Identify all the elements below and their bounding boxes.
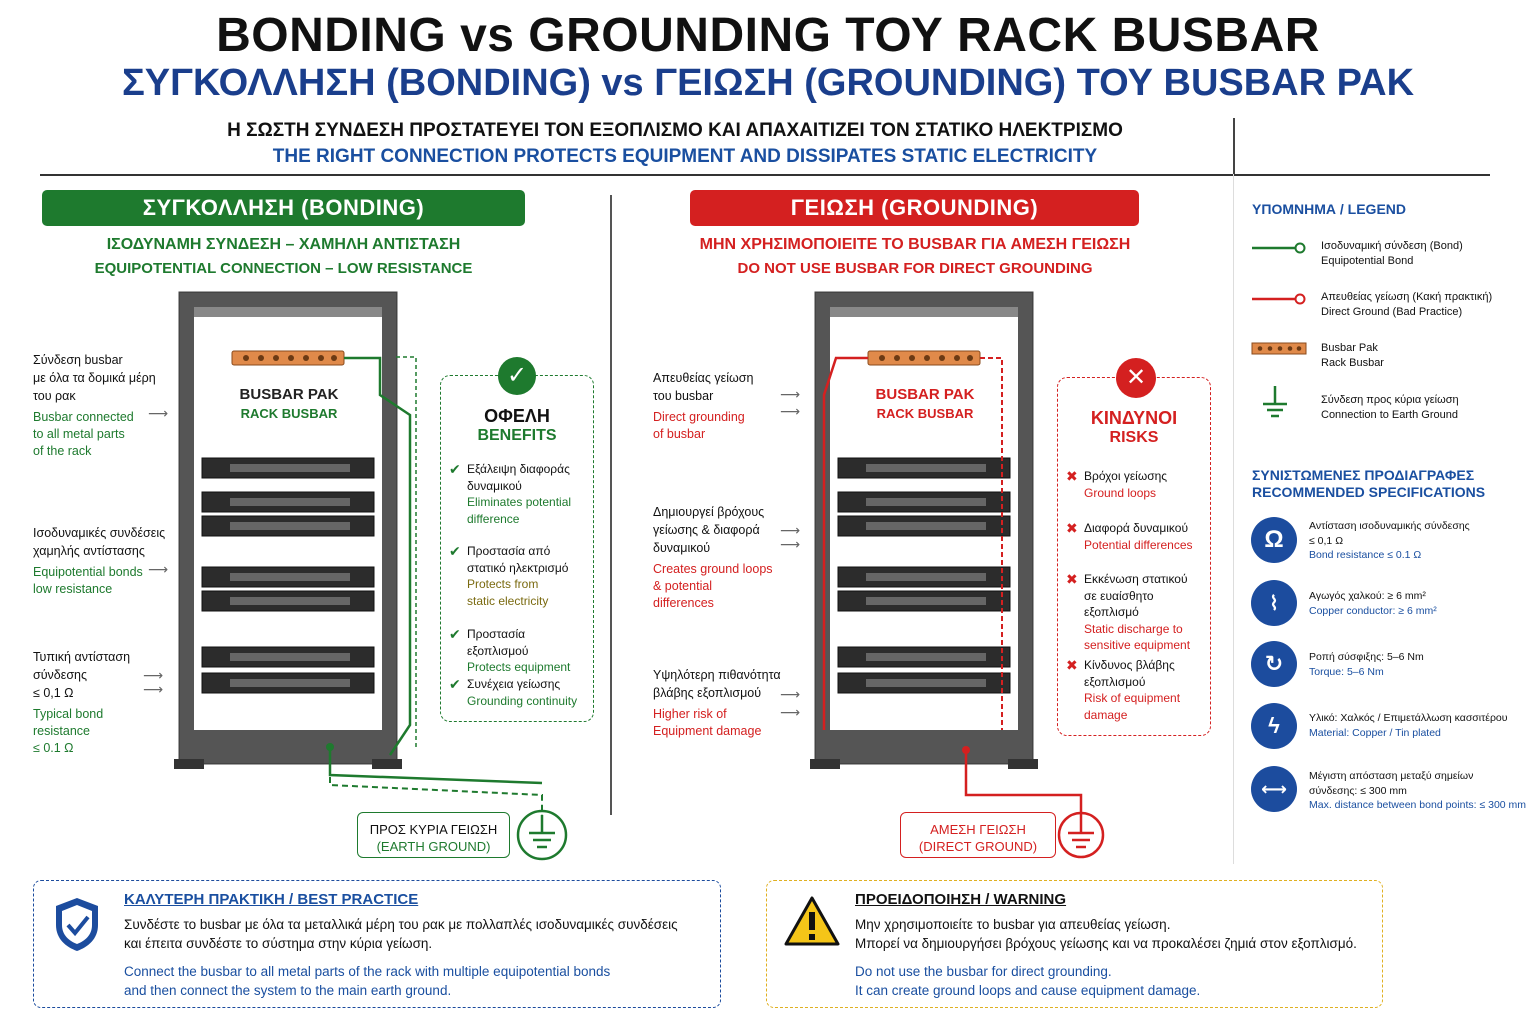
spec-text: Max. distance between bond points: ≤ 300 mm [1309,799,1527,811]
subtitle-english: THE RIGHT CONNECTION PROTECTS EQUIPMENT AND DISSIPATES STATIC ELECTRICITY [272,146,1098,167]
legend-text: Σύνδεση προς κύρια γείωση [1321,394,1459,406]
cross-icon: ✖ [1066,657,1078,673]
rack-post-right [1018,293,1032,763]
cross-icon: ✖ [1066,571,1078,587]
check-icon: ✔ [449,676,461,692]
legend-icons [1250,238,1310,438]
legend-entry-3 [1321,341,1384,371]
benefit-item [449,543,587,609]
legend-entry-2 [1321,290,1492,320]
spec-text: Copper conductor: ≥ 6 mm² [1309,604,1437,617]
arrow-icon: ⟶ [780,686,801,702]
side-text: Σύνδεση busbar [33,353,123,367]
spec-item-3 [1309,650,1424,679]
best-practice-text-greek [124,915,678,953]
rack-units [202,458,374,693]
side-text: Ισοδυναμικές συνδέσεις [33,526,166,540]
risk-item [1066,520,1204,553]
rack-post-left [180,293,194,763]
side-text: Equipotential bonds [33,565,143,579]
busbar-label: BUSBAR PAK [239,386,339,403]
item-text: Βρόχοι γείωσης [1084,469,1168,483]
item-text: Διαφορά δυναμικού [1084,521,1189,535]
benefits-title-english: BENEFITS [477,427,557,444]
grounding-banner: ΓΕΙΩΣΗ (GROUNDING) [690,190,1139,226]
page-title: BONDING vs GROUNDING ΤΟΥ RACK BUSBAR [216,9,1320,62]
arrow-icon: ⟶ [780,704,801,720]
risks-title-english: RISKS [1109,429,1159,446]
legend-title: ΥΠΟΜΝΗΜΑ / LEGEND [1252,201,1406,217]
rack-post-right [382,293,396,763]
side-text: Τυπική αντίσταση [33,650,131,664]
grounding-side-label-2 [653,503,793,612]
legend-text: Equipotential Bond [1321,255,1414,267]
spec-item-2 [1309,589,1437,618]
legend-text: Απευθείας γείωση (Κακή πρακτική) [1321,291,1493,303]
ground-label: ΑΜΕΣΗ ΓΕΙΩΣΗ [930,822,1026,837]
warning-title: ΠΡΟΕΙΔΟΠΟΙΗΣΗ / WARNING [855,891,1067,908]
side-text: Typical bond [33,707,104,721]
header-vertical-divider [1233,118,1235,174]
page-title-greek: ΣΥΓΚΟΛΛΗΣΗ (BONDING) vs ΓΕΙΩΣΗ (GROUNDING) ΤΟΥ BUSBAR PAK [121,62,1415,104]
box-text: and then connect the system to the main earth ground. [124,983,452,998]
side-text: low resistance [33,582,113,596]
spec-text: Μέγιστη απόσταση μεταξύ σημείων [1309,770,1474,782]
item-text: difference [467,511,520,526]
legend-text: Connection to Earth Ground [1321,409,1458,421]
side-text: Higher risk of [653,707,727,721]
check-icon: ✔ [449,626,461,642]
conductor-icon: ⌇ [1251,580,1297,626]
spec-text: Ροπή σύσφιξης: 5–6 Nm [1309,651,1424,663]
rack-foot [810,759,840,769]
rack-foot [1008,759,1038,769]
arrow-icon: ⟶ [780,386,801,402]
rack-base [816,730,1032,763]
side-text: του busbar [653,389,714,403]
rack-foot [372,759,402,769]
item-text: Grounding continuity [467,693,578,708]
spec-text: Αγωγός χαλκού: ≥ 6 mm² [1309,590,1426,602]
side-text: Υψηλότερη πιθανότητα [653,668,781,682]
side-text: Δημιουργεί βρόχους [653,505,765,519]
bonding-subtitle-english: EQUIPOTENTIAL CONNECTION – LOW RESISTANCE [94,260,473,277]
legend-text: Rack Busbar [1321,357,1384,369]
warning-text-english [855,962,1200,1000]
legend-divider [1233,174,1234,864]
busbar-label-sub: RACK BUSBAR [876,406,974,421]
arrow-icon: ⟶ [780,522,801,538]
section-divider [610,195,612,815]
grounding-subtitle-greek: ΜΗΝ ΧΡΗΣΙΜΟΠΟΙΕΙΤΕ ΤΟ BUSBAR ΓΙΑ ΑΜΕΣΗ ΓΕΙΩΣΗ [699,236,1131,253]
earth-ground-icon [1263,386,1287,416]
arrow-icon: ⟶ [148,561,169,577]
busbar-label-sub: RACK BUSBAR [240,406,338,421]
busbar-label [861,386,989,403]
ground-label: (EARTH GROUND) [376,839,491,854]
side-text: differences [653,596,714,610]
cross-badge-icon: ✕ [1116,358,1156,398]
spec-item-1 [1309,519,1470,563]
best-practice-title: ΚΑΛΥΤΕΡΗ ΠΡΑΚΤΙΚΗ / BEST PRACTICE [124,891,419,908]
check-icon: ✔ [449,543,461,559]
legend-text: Ισοδυναμική σύνδεση (Bond) [1321,240,1463,252]
item-text: Ground loops [1084,485,1157,500]
warning-text-greek [855,915,1357,953]
spec-text: Material: Copper / Tin plated [1309,726,1441,739]
box-text: Do not use the busbar for direct grounding. [855,964,1112,979]
rack-top [180,293,396,307]
side-text: ≤ 0,1 Ω [33,686,74,700]
side-text: & potential [653,579,713,593]
grounding-side-label-3 [653,666,803,740]
grounding-side-label-1 [653,369,793,443]
legend-text: Busbar Pak [1321,342,1378,354]
spec-text: σύνδεσης: ≤ 300 mm [1309,784,1407,797]
spec-item-4 [1309,711,1508,740]
rack-rail [830,307,1018,317]
item-text: Risk of equipment [1084,691,1181,705]
spec-text: Bond resistance ≤ 0.1 Ω [1309,549,1422,561]
checkmark-badge-icon: ✓ [498,357,536,395]
earth-ground-box [357,812,510,858]
side-text: to all metal parts [33,427,125,441]
side-text: ≤ 0.1 Ω [33,741,74,755]
item-text: Προστασία εξοπλισμού [467,627,529,658]
bond-wire [344,358,410,755]
direct-ground-box [900,812,1056,858]
shield-icon [52,895,102,953]
rack-rail [194,307,382,317]
bond-point-icon [326,743,334,751]
item-text: Protects from [467,577,539,591]
box-text: Συνδέστε το busbar με όλα τα μεταλλικά μέρη του ρακ με πολλαπλές ισοδυναμικές συνδέσεις [124,917,678,932]
item-text: Εξάλειψη διαφοράς [467,462,570,476]
arrow-icon: ⟶ [143,681,164,697]
bond-point-icon [962,746,970,754]
item-text: static electricity [467,593,549,608]
bonding-side-label-3 [33,648,173,757]
item-text: στατικό ηλεκτρισμό [467,560,569,575]
side-text: σύνδεσης [33,668,88,682]
benefit-item [449,626,587,676]
cross-icon: ✖ [1066,520,1078,536]
side-text: Equipment damage [653,724,762,738]
bond-wire-dashed [396,357,416,750]
legend-entry-1 [1321,239,1463,269]
box-text: It can create ground loops and cause equipment damage. [855,983,1201,998]
legend-entry-4 [1321,393,1459,423]
arrow-icon: ⟶ [148,405,169,421]
risks-title-greek: ΚΙΝΔΥΝΟΙ [1090,408,1178,428]
risk-item [1066,571,1204,654]
warning-icon [783,895,841,947]
warning-box [766,880,1383,1008]
best-practice-box [33,880,721,1008]
side-text: Απευθείας γείωση [653,371,754,385]
benefit-item [449,461,587,527]
check-icon: ✔ [449,461,461,477]
box-text: Μπορεί να δημιουργήσει βρόχους γείωσης και να προκαλέσει ζημιά στον εξοπλισμό. [855,936,1357,951]
side-text: Direct grounding [653,410,745,424]
item-text: Protects equipment [467,660,571,674]
ground-label: (DIRECT GROUND) [918,839,1038,854]
side-text: γείωσης & διαφορά [653,523,760,537]
item-text: Static discharge to [1084,621,1183,636]
cross-icon: ✖ [1066,468,1078,484]
spec-text: Torque: 5–6 Nm [1309,665,1384,678]
lightning-icon: ϟ [1251,703,1297,749]
spec-text: ≤ 0,1 Ω [1309,534,1344,547]
side-text: βλάβης εξοπλισμού [653,686,762,700]
subtitle-greek: Η ΣΩΣΤΗ ΣΥΝΔΕΣΗ ΠΡΟΣΤΑΤΕΥΕΙ ΤΟΝ ΕΞΟΠΛΙΣΜΟ ΚΑΙ ΑΠΑΧΑΙΤΙΖΕΙ ΤΟΝ ΣΤΑΤΙΚΟ ΗΛΕΚΤΡΙΣΜΟ [227,120,1123,141]
arrow-icon: ⟶ [143,667,164,683]
risks-panel [1057,377,1211,736]
side-text: με όλα τα δομικά μέρη [33,371,156,385]
side-text: του ρακ [33,389,76,403]
rack-foot [174,759,204,769]
box-text: Μην χρησιμοποιείτε το busbar για απευθείας γείωση. [855,917,1171,932]
side-text: of the rack [33,444,92,458]
side-text: of busbar [653,427,706,441]
side-text: resistance [33,724,90,738]
box-text: Connect the busbar to all metal parts of the rack with multiple equipotential bonds [124,964,611,979]
arrow-icon: ⟶ [780,536,801,552]
side-text: δυναμικού [653,541,711,555]
spec-text: Αντίσταση ισοδυναμικής σύνδεσης [1309,520,1470,532]
item-text: Συνέχεια γείωσης [467,677,561,691]
torque-icon: ↻ [1251,641,1297,687]
rack-units [838,458,1010,693]
item-text: Eliminates potential [467,495,572,509]
specs-title-english: RECOMMENDED SPECIFICATIONS [1252,484,1486,500]
item-text: sensitive equipment [1084,638,1191,652]
legend-text: Direct Ground (Bad Practice) [1321,306,1463,318]
box-text: και έπειτα συνδέστε το σύστημα στην κύρια γείωση. [124,936,433,951]
item-text: Προστασία από [467,544,551,558]
side-text: Busbar connected [33,410,134,424]
specs-title [1252,467,1485,501]
rack-top [816,293,1032,307]
item-text: σε ευαίσθητο εξοπλισμό [1084,588,1154,619]
benefits-panel [440,375,594,722]
best-practice-text-english [124,962,610,1000]
busbar-label-text: BUSBAR PAK [875,386,975,403]
ground-label: ΠΡΟΣ ΚΥΡΙΑ ΓΕΙΩΣΗ [369,822,498,837]
spec-text: Υλικό: Χαλκός / Επιμετάλλωση κασσιτέρου [1309,712,1508,724]
distance-icon: ⟷ [1251,766,1297,812]
item-text: Εκκένωση στατικού [1084,572,1188,586]
grounding-subtitle-english: DO NOT USE BUSBAR FOR DIRECT GROUNDING [737,260,1093,277]
arrow-icon: ⟶ [780,403,801,419]
item-text: εξοπλισμού [1084,674,1146,689]
item-text: Potential differences [1084,537,1193,552]
omega-icon: Ω [1251,517,1297,563]
side-text: Creates ground loops [653,562,773,576]
side-text: χαμηλής αντίστασης [33,544,145,558]
item-text: damage [1084,707,1128,722]
risk-item [1066,468,1204,501]
bonding-banner: ΣΥΓΚΟΛΛΗΣΗ (BONDING) [42,190,525,226]
rack-base [180,730,396,763]
benefit-item [449,676,587,709]
item-text: Κίνδυνος βλάβης [1084,658,1175,672]
header-divider [40,174,1490,176]
bonding-subtitle-greek: ΙΣΟΔΥΝΑΜΗ ΣΥΝΔΕΣΗ – ΧΑΜΗΛΗ ΑΝΤΙΣΤΑΣΗ [106,236,461,253]
item-text: δυναμικού [467,478,522,493]
benefits-title-greek: ΟΦΕΛΗ [484,406,550,426]
risk-item [1066,657,1204,723]
spec-item-5 [1309,769,1526,813]
specs-title-greek: ΣΥΝΙΣΤΩΜΕΝΕΣ ΠΡΟΔΙΑΓΡΑΦΕΣ [1252,467,1475,483]
